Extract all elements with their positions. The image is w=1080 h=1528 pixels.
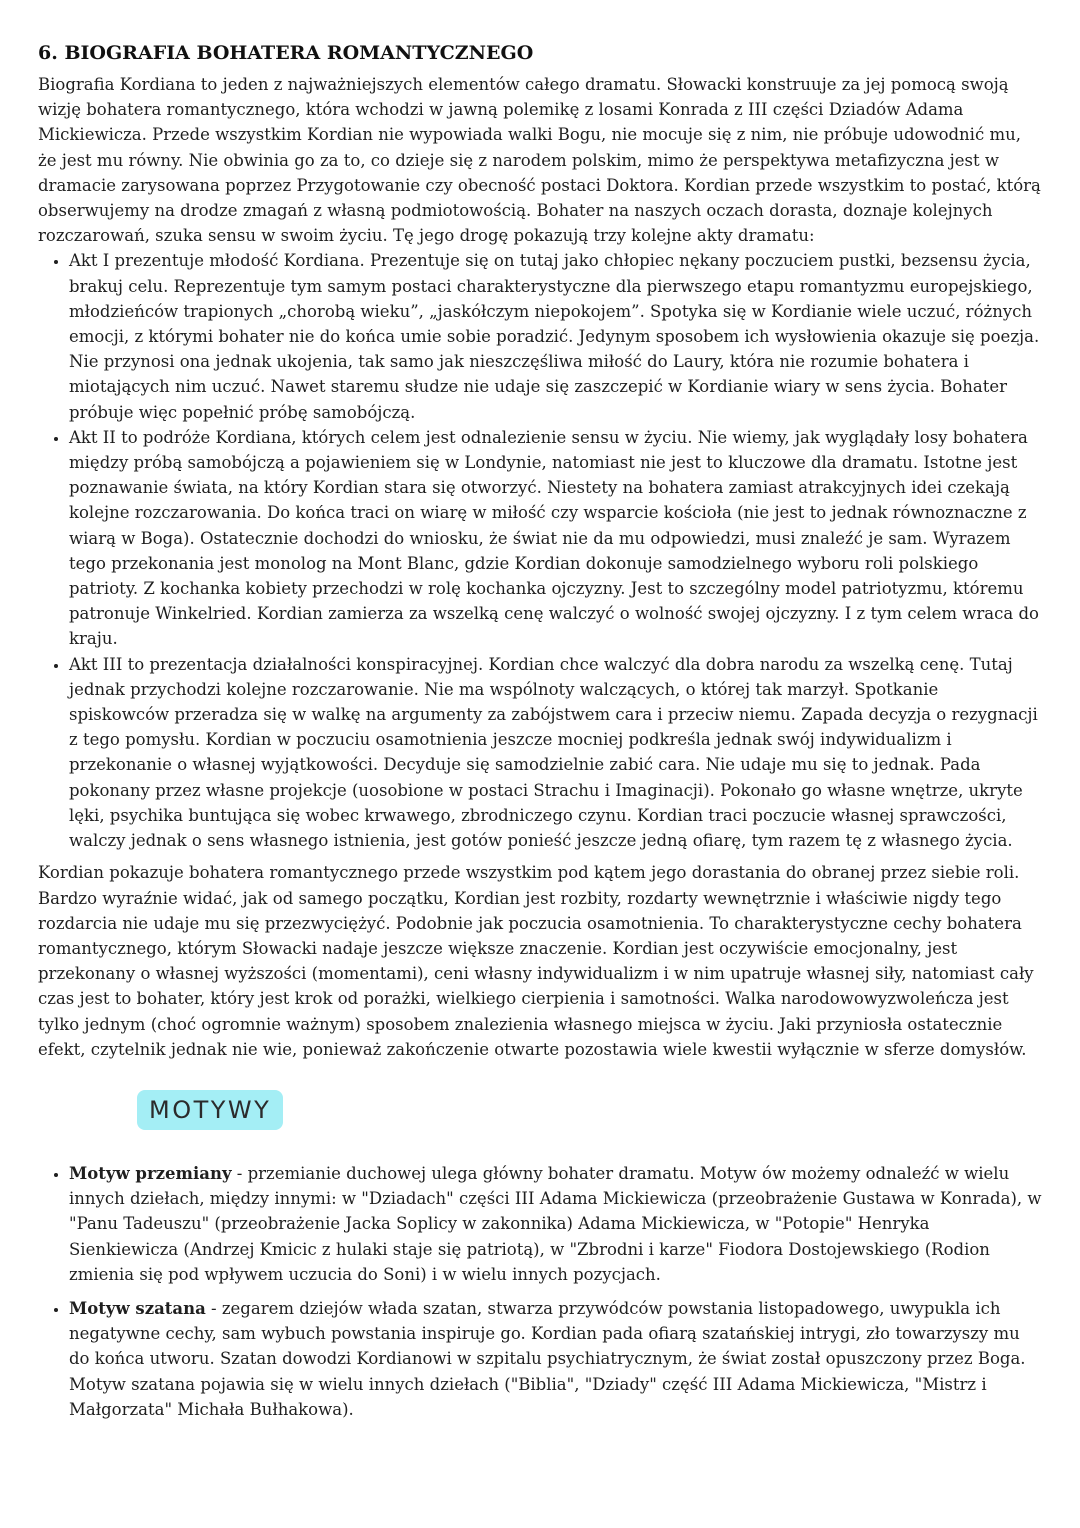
motif-item: [69, 1161, 1042, 1287]
motif-title: Motyw szatana: [69, 1298, 206, 1318]
acts-list: [38, 248, 1042, 853]
motif-text: - zegarem dziejów włada szatan, stwarza przywódców powstania listopadowego, uwypukla ich negatywne cechy, sam wybuch powstania inspiruje go. Kordian pada ofiarą szatańskiej intrygi, zło towarzyszy mu do końca utworu. Szatan dowodzi Kordianowi w szpitalu psychiatrycznym, że świat został opuszczony przez Boga. Motyw szatana pojawia się w wielu innych dziełach ("Biblia", "Dziady" część III Adama Mickiewicza, "Mistrz i Małgorzata" Michała Bułhakowa).: [69, 1298, 1026, 1419]
motif-item: [69, 1296, 1042, 1422]
motif-text: - przemianie duchowej ulega główny bohater dramatu. Motyw ów możemy odnaleźć w wielu innych dziełach, między innymi: w "Dziadach" części III Adama Mickiewicza (przeobrażenie Gustawa w Konrada), w "Panu Tadeuszu" (przeobrażenie Jacka Soplicy w zakonnika) Adama Mickiewicza, w "Potopie" Henryka Sienkiewicza (Andrzej Kmicic z hulaki staje się patriotą), w "Zbrodni i karze" Fiodora Dostojewskiego (Rodion zmienia się pod wpływem uczucia do Soni) i w wielu innych pozycjach.: [69, 1163, 1042, 1284]
motifs-badge: MOTYWY: [137, 1090, 283, 1130]
act-item-2: • Akt II to podróże Kordiana, których celem jest odnalezienie sensu w życiu. Nie wiemy, jak wyglądały losy bohatera między próbą samobójczą a pojawieniem się w Londynie, natomiast nie jest to kluczowe dla dramatu. Istotne jest poznawanie świata, na który Kordian stara się otworzyć. Niestety na bohatera zamiast atrakcyjnych idei czekają kolejne rozczarowania. Do końca traci on wiarę w miłość czy wsparcie kościoła (nie jest to jednak równoznaczne z wiarą w Boga). Ostatecznie dochodzi do wniosku, że świat nie da mu odpowiedzi, musi znaleźć je sam. Wyrazem tego przekonania jest monolog na Mont Blanc, gdzie Kordian dokonuje samodzielnego wyboru roli polskiego patrioty. Z kochanka kobiety przechodzi w rolę kochanka ojczyzny. Jest to szczególny model patriotyzmu, któremu patronuje Winkelried. Kordian zamierza za wszelką cenę walczyć o wolność swojej ojczyzny. I z tym celem wraca do kraju.: [69, 425, 1042, 652]
outro-paragraph: Kordian pokazuje bohatera romantycznego przede wszystkim pod kątem jego dorastania do obranej przez siebie roli. Bardzo wyraźnie widać, jak od samego początku, Kordian jest rozbity, rozdarty wewnętrznie i właściwie nigdy tego rozdarcia nie udaje mu się przezwyciężyć. Podobnie jak poczucia osamotnienia. To charakterystyczne cechy bohatera romantycznego, którym Słowacki nadaje jeszcze większe znaczenie. Kordian jest oczywiście emocjonalny, jest przekonany o własnej wyższości (momentami), ceni własny indywidualizm i w nim upatruje własnej siły, natomiast cały czas jest to bohater, który jest krok od porażki, wielkiego cierpienia i samotności. Walka narodowowyzwoleńcza jest tylko jednym (choć ogromnie ważnym) sposobem znalezienia własnego miejsca w życiu. Jaki przyniosła ostatecznie efekt, czytelnik jednak nie wie, ponieważ zakończenie otwarte pozostawia wiele kwestii wyłącznie w sferze domysłów.: [38, 863, 1034, 1059]
act-item-3: • Akt III to prezentacja działalności konspiracyjnej. Kordian chce walczyć dla dobra narodu za wszelką cenę. Tutaj jednak przychodzi kolejne rozczarowanie. Nie ma wspólnoty walczących, o której tak marzył. Spotkanie spiskowców przeradza się w walkę na argumenty za zabójstwem cara i przeciw niemu. Zapada decyzja o rezygnacji z tego pomysłu. Kordian w poczuciu osamotnienia jeszcze mocniej podkreśla jednak swój indywidualizm i przekonanie o własnej wyjątkowości. Decyduje się samodzielnie zabić cara. Nie udaje mu się to jednak. Pada pokonany przez własne projekcje (uosobione w postaci Strachu i Imaginacji). Pokonało go własne wnętrze, ukryte lęki, psychika buntująca się wobec krwawego, zbrodniczego czynu. Kordian traci poczucie własnej sprawczości, walczy jednak o sens własnego istnienia, jest gotów ponieść jeszcze jedną ofiarę, tym razem tę z własnego życia.: [69, 652, 1042, 854]
motifs-list: [38, 1161, 1042, 1422]
motif-title: Motyw przemiany: [69, 1163, 232, 1183]
intro-paragraph: Biografia Kordiana to jeden z najważniejszych elementów całego dramatu. Słowacki konstruuje za jej pomocą swoją wizję bohatera romantycznego, która wchodzi w jawną polemikę z losami Konrada z III części Dziadów Adama Mickiewicza. Przede wszystkim Kordian nie wypowiada walki Bogu, nie mocuje się z nim, nie próbuje udowodnić mu, że jest mu równy. Nie obwinia go za to, co dzieje się z narodem polskim, mimo że perspektywa metafizyczna jest w dramacie zarysowana poprzez Przygotowanie czy obecność postaci Doktora. Kordian przede wszystkim to postać, którą obserwujemy na drodze zmagań z własną podmiotowością. Bohater na naszych oczach dorasta, doznaje kolejnych rozczarowań, szuka sensu w swoim życiu. Tę jego drogę pokazują trzy kolejne akty dramatu:: [38, 75, 1041, 246]
section-heading: 6. BIOGRAFIA BOHATERA ROMANTYCZNEGO: [38, 42, 534, 64]
document-page: [38, 40, 1042, 1431]
act-item-1: • Akt I prezentuje młodość Kordiana. Prezentuje się on tutaj jako chłopiec nękany poczuciem pustki, bezsensu życia, brakuj celu. Reprezentuje tym samym postaci charakterystyczne dla pierwszego etapu romantyzmu europejskiego, młodzieńców trapionych „chorobą wieku”, „jaskółczym niepokojem”. Spotyka się w Kordianie wiele uczuć, różnych emocji, z którymi bohater nie do końca umie sobie poradzić. Jedynym sposobem ich wysłowienia okazuje się poezja. Nie przynosi ona jednak ukojenia, tak samo jak nieszczęśliwa miłość do Laury, która nie rozumie bohatera i miotających nim uczuć. Nawet staremu słudze nie udaje się zaszczepić w Kordianie wiary w sens życia. Bohater próbuje więc popełnić próbę samobójczą.: [69, 248, 1042, 424]
motifs-header: [137, 1090, 1042, 1134]
